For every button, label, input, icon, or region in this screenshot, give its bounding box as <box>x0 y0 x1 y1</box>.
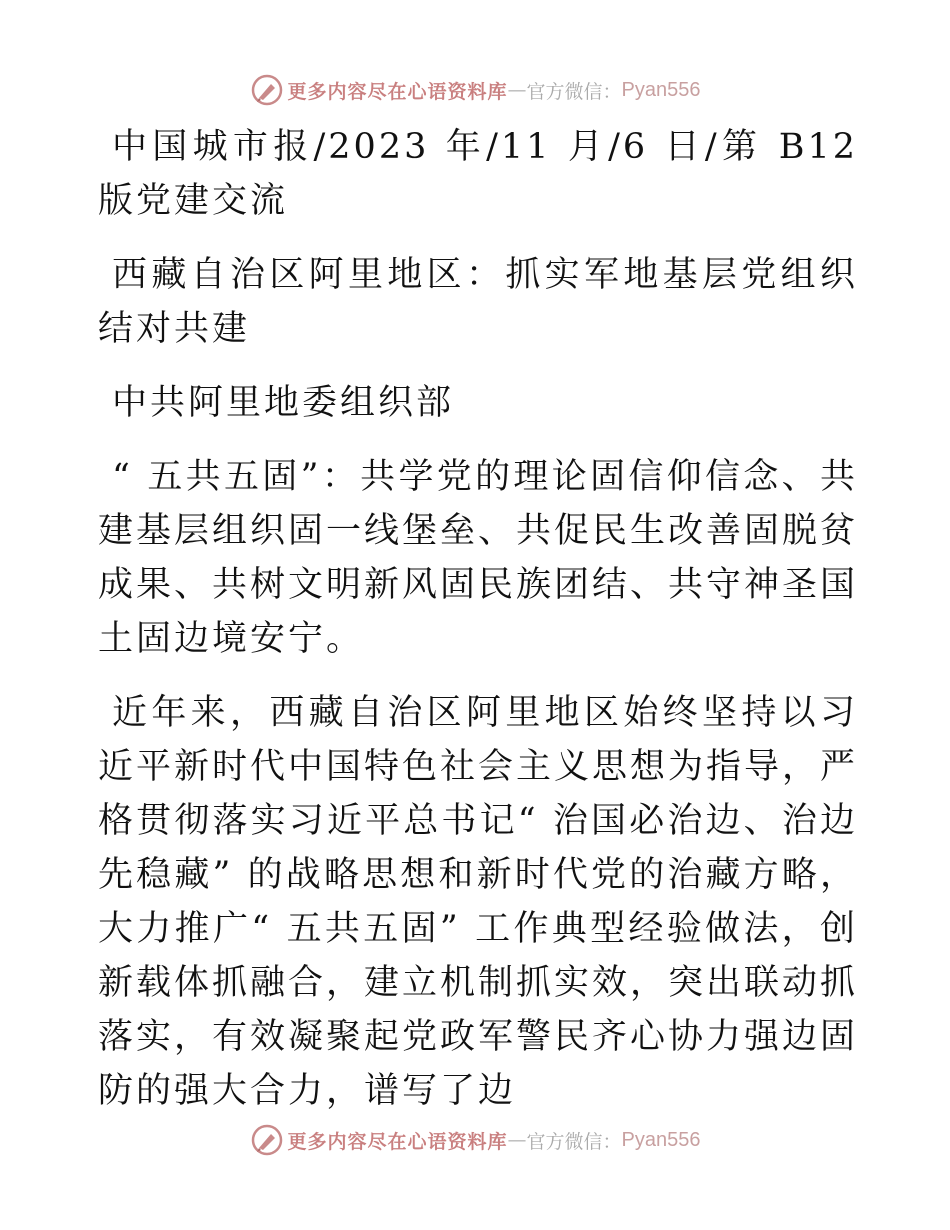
footer-watermark <box>0 1120 950 1160</box>
watermark-label: 官方微信： <box>526 80 622 103</box>
source-line: 中国城市报/2023 年/11 月/6 日/第 B12 版党建交流 <box>98 127 858 221</box>
watermark-wechat-id: Pyan556 <box>621 78 701 101</box>
article-title: 西藏自治区阿里地区：抓实军地基层党组织结对共建 <box>98 255 858 349</box>
article-body <box>98 120 858 1138</box>
watermark-wechat-id: Pyan556 <box>621 1128 701 1151</box>
watermark-brand: 更多内容尽在心语资料库 <box>287 80 508 103</box>
watermark-brand: 更多内容尽在心语资料库 <box>287 1130 508 1153</box>
watermark-separator: — <box>507 79 527 101</box>
watermark-label: 官方微信： <box>526 1130 622 1153</box>
article-author: 中共阿里地委组织部 <box>112 383 455 423</box>
watermark-separator: — <box>507 1129 527 1151</box>
article-summary: “ 五共五固”：共学党的理论固信仰信念、共建基层组织固一线堡垒、共促民生改善固脱贫成果、共树文明新风固民族团结、共守神圣国土固边境安宁。 <box>98 457 859 659</box>
pen-logo-icon <box>250 1123 284 1157</box>
header-watermark <box>0 70 950 110</box>
pen-logo-icon <box>250 73 284 107</box>
article-paragraph: 近年来，西藏自治区阿里地区始终坚持以习近平新时代中国特色社会主义思想为指导，严格贯彻落实习近平总书记“ 治国必治边、治边先稳藏” 的战略思想和新时代党的治藏方略，大力推广“ 五共五固” 工作典型经验做法，创新载体抓融合，建立机制抓实效，突出联动抓落实，有效凝聚起党政军警民齐心协力强边固防的强大合力，谱写了边 <box>98 693 859 1111</box>
